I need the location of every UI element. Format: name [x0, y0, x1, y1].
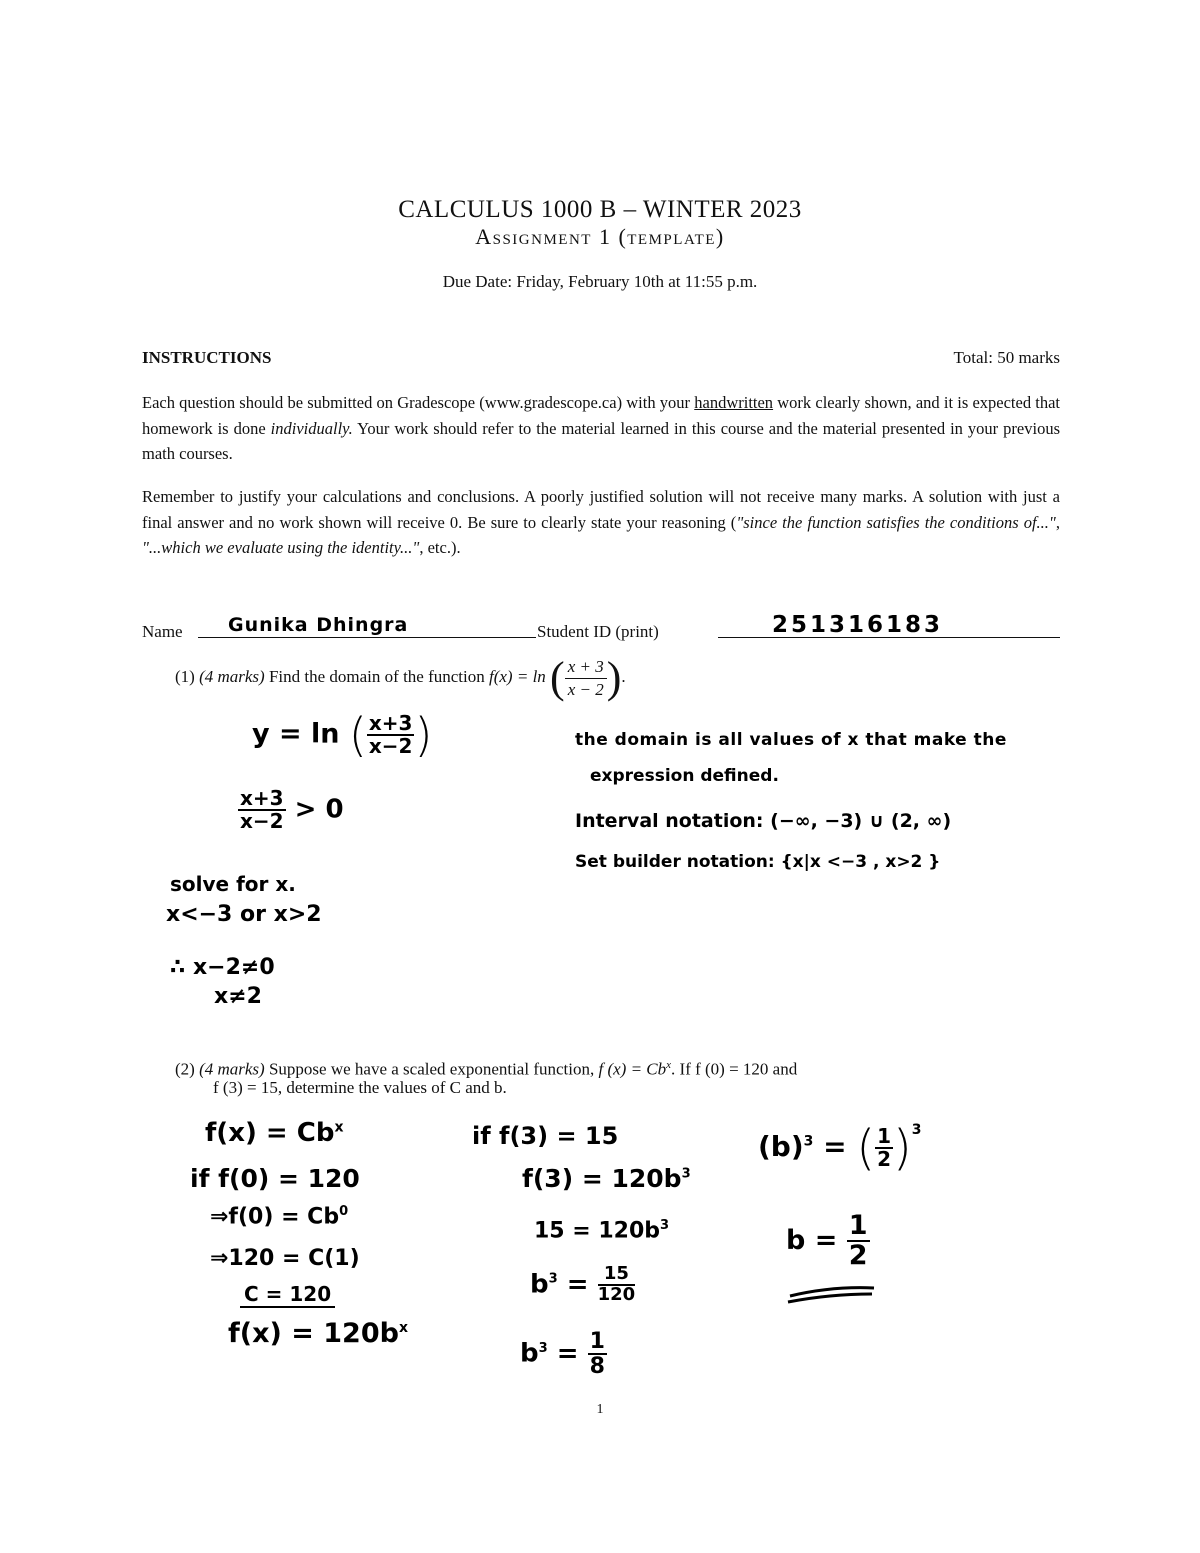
- q2-hw-c1-l1: f(x) = Cb: [205, 1118, 335, 1148]
- q2-function-sup: x: [666, 1059, 672, 1071]
- name-label: Name: [142, 622, 183, 641]
- q2-number: (2): [175, 1059, 195, 1079]
- q2-hw-c1-l6: f(x) = 120b: [228, 1318, 399, 1349]
- q1-left-paren: (: [550, 653, 565, 703]
- q2-hw-c3-l1-lhs: (b): [758, 1130, 804, 1163]
- q2-hw-c1-l6-sup: x: [398, 1320, 408, 1336]
- q1-end: .: [621, 667, 626, 686]
- p1-underlined: handwritten: [694, 393, 774, 412]
- page-number: 1: [596, 1402, 604, 1417]
- q2-hw-c2-l4-frac: [598, 1265, 636, 1305]
- p1-text-c: Your work should refer to the material learned in this course and the material presented in your previous math courses.: [142, 418, 1060, 463]
- q2-hw-c2-l4-den: 120: [597, 1283, 636, 1305]
- q2-hw-c3-l1-sup2: 3: [911, 1122, 922, 1138]
- q1-function: f(x) = ln: [489, 667, 546, 686]
- q1-fraction: [565, 656, 607, 701]
- q2-hw-c3-l2: b =: [786, 1224, 838, 1256]
- q2-hw-c2-line2: [522, 1164, 691, 1193]
- q2-hw-c1-l1-sup: x: [334, 1119, 344, 1136]
- q2-hw-c2-l5-sup: 3: [538, 1340, 548, 1356]
- q1-hw-conditions: x<−3 or x>2: [166, 902, 322, 927]
- q2-hw-c3-l1-paren-right: ): [893, 1120, 912, 1176]
- q2-hw-c2-line1: if f(3) = 15: [472, 1122, 619, 1150]
- q1-hw-domain-line-2: expression defined.: [590, 766, 779, 786]
- q2-hw-c2-l4-num: 15: [598, 1265, 636, 1286]
- q2-hw-c1-line2: if f(0) = 120: [190, 1164, 360, 1193]
- q2-hw-c3-l1-paren-left: (: [856, 1120, 876, 1176]
- q1-hw-y-eq-text: y = ln: [252, 718, 340, 750]
- q2-function: f (x) = Cb: [598, 1059, 667, 1079]
- p2-text-a: Remember to justify your calculations and conclusions. A poorly justified solution will not receive many marks. A solution with just a final answer and no work shown will receive 0. Be sure to clearly state your reasoning (: [142, 487, 1060, 532]
- q2-hw-c2-l5-den: 8: [589, 1354, 605, 1380]
- q1-fraction-den: x − 2: [567, 679, 604, 699]
- q2-hw-c1-line4: ⇒120 = C(1): [210, 1246, 360, 1271]
- p1-text-a: Each question should be submitted on Gradescope (www.gradescope.ca) with your: [142, 393, 695, 412]
- p2-italic-1: "since the function satisfies the conditions of...": [736, 512, 1056, 532]
- q2-hw-c3-l1-sup: 3: [803, 1133, 814, 1150]
- q2-hw-c2-line4: [530, 1265, 635, 1305]
- q2-text-a: Suppose we have a scaled exponential function,: [268, 1059, 599, 1079]
- p2-text-b: , etc.).: [419, 538, 461, 557]
- q1-fraction-num: x + 3: [565, 656, 607, 679]
- q2-hw-c2-line3: [534, 1218, 669, 1243]
- instructions-heading: INSTRUCTIONS: [142, 348, 272, 367]
- q1-text: Find the domain of the function: [268, 667, 489, 686]
- q2-hw-c2-l5-b: b: [520, 1338, 539, 1369]
- q2-hw-c2-l4-eq: =: [566, 1269, 589, 1300]
- q2-text-b: . If f (0) = 120 and: [671, 1059, 798, 1079]
- q2-hw-c2-l5-num: 1: [589, 1329, 605, 1354]
- q2-marks: (4 marks): [199, 1059, 265, 1079]
- q1-hw-y-equals: [252, 708, 432, 762]
- q2-hw-c3-l1-den: 2: [877, 1147, 892, 1171]
- question-2-line-2: f (3) = 15, determine the values of C and b.: [213, 1078, 507, 1097]
- q2-hw-c3-l1-num: 1: [877, 1124, 892, 1148]
- q2-hw-c2-l5-frac: [588, 1330, 607, 1378]
- q1-hw-interval: Interval notation: (−∞, −3) ∪ (2, ∞): [575, 810, 952, 832]
- q1-hw-solve: solve for x.: [170, 872, 296, 896]
- q1-hw-paren-left: (: [348, 708, 367, 762]
- q2-hw-c3-l2-frac: [847, 1212, 870, 1271]
- instructions-paragraph-1: [142, 390, 1060, 467]
- q2-hw-c2-l5-eq: =: [556, 1338, 579, 1369]
- q2-hw-c2-line5: [520, 1330, 607, 1378]
- q1-hw-frac: [367, 713, 415, 757]
- q1-right-paren: ): [606, 653, 622, 703]
- q1-hw-setbuilder: Set builder notation: {x|x <−3 , x>2 }: [575, 852, 941, 872]
- q2-hw-c2-l2-sup: 3: [681, 1166, 691, 1182]
- q2-hw-c1-line3: [210, 1204, 348, 1229]
- q2-hw-c2-l3: 15 = 120b: [534, 1218, 661, 1244]
- q1-hw-ineq-num: x+3: [240, 786, 284, 810]
- q2-hw-c3-line2: [786, 1212, 870, 1271]
- q1-hw-frac-num: x+3: [368, 711, 413, 735]
- p1-italic: individually.: [270, 418, 353, 438]
- q1-number: (1): [175, 667, 195, 686]
- q1-hw-therefore: ∴ x−2≠0: [170, 955, 275, 980]
- q2-hw-c1-l3: ⇒f(0) = Cb: [210, 1204, 340, 1230]
- student-id-label: Student ID (print): [537, 622, 659, 641]
- q1-hw-inequality: [238, 788, 344, 832]
- p2-italic-2: "...which we evaluate using the identity...": [142, 538, 420, 557]
- q1-hw-domain-line-1: the domain is all values of x that make the: [575, 730, 1007, 750]
- q1-hw-ineq-den: x−2: [240, 809, 284, 833]
- q2-hw-c2-l4-sup: 3: [548, 1271, 558, 1287]
- q2-hw-c3-l2-den: 2: [848, 1240, 868, 1272]
- q1-hw-ineq-frac: [238, 788, 286, 832]
- q2-hw-c3-l1-frac: [875, 1126, 893, 1170]
- q2-hw-c2-l3-sup: 3: [660, 1218, 670, 1233]
- p2-sep: ,: [1055, 512, 1060, 532]
- instructions-paragraph-2: [142, 484, 1060, 561]
- due-date: Due Date: Friday, February 10th at 11:55 p.m.: [442, 272, 758, 291]
- q2-hw-c1-line6: [228, 1318, 408, 1349]
- q2-hw-c1-line5: C = 120: [240, 1282, 335, 1308]
- q2-hw-double-underline: [786, 1284, 878, 1306]
- q1-hw-paren-right: ): [414, 708, 433, 762]
- q2-hw-c3-l2-num: 1: [848, 1210, 868, 1241]
- name-value: Gunika Dhingra: [228, 614, 409, 636]
- q1-hw-x-not-2: x≠2: [214, 984, 262, 1009]
- page-title: CALCULUS 1000 B – WINTER 2023: [398, 196, 802, 223]
- q1-hw-ineq-rhs: > 0: [294, 794, 344, 825]
- student-id-value: 251316183: [772, 612, 944, 638]
- total-marks: Total: 50 marks: [953, 348, 1060, 367]
- q2-hw-c2-l2: f(3) = 120b: [522, 1164, 682, 1193]
- q2-hw-c1-line1: [205, 1118, 343, 1148]
- q1-marks: (4 marks): [199, 667, 265, 686]
- q2-hw-c1-l3-sup: 0: [339, 1204, 349, 1219]
- q1-hw-frac-den: x−2: [368, 734, 413, 758]
- q2-hw-c2-l4-b: b: [530, 1269, 549, 1300]
- p1-text-b: work clearly shown, and it is expected that homework is done: [142, 393, 1061, 438]
- question-1: [175, 652, 626, 702]
- q2-hw-c3-line1: [758, 1120, 922, 1176]
- q2-hw-c3-l1-eq: =: [823, 1130, 847, 1163]
- name-rule: [198, 637, 536, 638]
- page-subtitle: Assignment 1 (template): [475, 224, 725, 249]
